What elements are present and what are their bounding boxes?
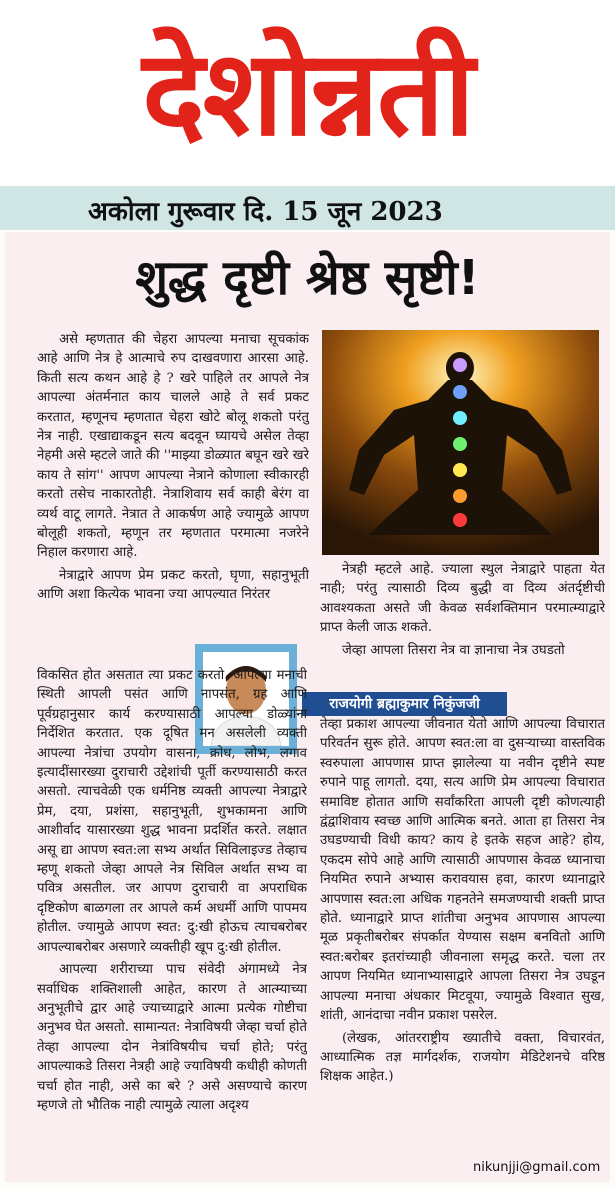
paragraph: विकसित होत असतात त्या प्रकट करतो. आपल्या मनाची स्थिती आपली पसंत आणि नापसंत, ग्रह आणि पूर्वग्रहानुसार कार्य करण्यासाठी आपल्या डोळ्यांना निर्देशित करतात. एक दूषित मन असलेली व्यक्ती आपल्या नेत्रांचा उपयोग वासना, क्रोध, लोभ, लगाव इत्यादींसारख्या दुराचारी उद्देशांची पूर्ती करण्यासाठी करत असतो. त्याचवेळी एक धर्मनिष्ठ व्यक्ती आपल्या नेत्राद्वारे प्रेम, दया, प्रशंसा, सहानुभूती, शुभकामना आणि आशीर्वाद यासारख्या शुद्ध भावना प्रदर्शित करते. लक्षात असू द्या आपण स्वत:ला सभ्य अर्थात सिविलाइज्ड तेव्हाच म्हणू शकतो जेव्हा आपले नेत्र सिविल अर्थात सभ्य वा पवित्र असतील. जर आपण दुराचारी वा अपराधिक दृष्टिकोण बाळगला तर आपले कर्म अधर्मी आणि पापमय होतील. ज्यामुळे आपण स्वत: दु:खी होऊच त्याचबरोबर आपल्याबरोबर असणारे व्यक्तीही खूप दु:खी होतील.	[37, 668, 307, 955]
body-column-right-bottom	[320, 715, 605, 1090]
author-credit: (लेखक, आंतरराष्ट्रीय ख्यातीचे वक्ता, विचारवंत, आध्यात्मिक तज्ञ मार्गदर्शक, राजयोग मेडिटेशनचे वरिष्ठ शिक्षक आहेत.)	[320, 1030, 605, 1085]
paragraph: आपल्या शरीराच्या पाच संवेदी अंगामध्ये नेत्र सर्वाधिक शक्तिशाली आहेत, कारण ते आत्म्याच्या अनुभूतीचे द्वार आहे ज्याच्याद्वारे आत्मा प्रत्येक गोष्टीचा अनुभव घेत असतो. सामान्यत: नेत्राविषयी जेव्हा चर्चा होते तेव्हा आपल्या दोन नेत्रांविषयीच चर्चा होते; परंतु आपल्याकडे तिसरा नेत्रही आहे ज्याविषयी कधीही कोणती चर्चा होत नाही, असे का बरे ? असे असण्याचे कारण म्हणजे तो भौतिक नाही त्यामुळे त्याला अदृश्य	[37, 962, 307, 1113]
author-email: nikunjji@gmail.com	[473, 1160, 601, 1175]
dateline: अकोला गुरूवार दि. 15 जून 2023	[88, 197, 443, 227]
dateline-band	[0, 186, 615, 230]
paragraph: जेव्हा आपला तिसरा नेत्र वा ज्ञानाचा नेत्र उघडतो	[342, 642, 565, 658]
headline: शुद्ध दृष्टी श्रेष्ठ सृष्टी!	[135, 250, 480, 306]
masthead	[0, 0, 615, 185]
body-column-right-top	[320, 560, 605, 663]
author-name: राजयोगी ब्रह्माकुमार निकुंजजी	[302, 692, 507, 716]
paragraph: तेव्हा प्रकाश आपल्या जीवनात येतो आणि आपल्या विचारात परिवर्तन सुरू होते. आपण स्वत:ला वा दुसऱ्याच्या वास्तविक स्वरुपाला आपणास प्राप्त झालेल्या या नवीन दृष्टीने स्पष्ट रुपाने पाहू लागतो. दया, सत्य आणि प्रेम आपल्या विचारात समाविष्ट होतात आणि सर्वांकरिता आपली दृष्टी कोणत्याही द्वंद्वाशिवाय स्वच्छ आणि आत्मिक बनते. आता हा तिसरा नेत्र उघडण्याची विधी काय? काय हे इतके सहज आहे? होय, एकदम सोपे आहे आणि त्यासाठी आपणास केवळ ध्यानाचा नियमित रुपाने अभ्यास करावयास हवा, कारण ध्यानाद्वारे आपणास स्वत:ला अधिक गहनतेने समजण्याची शक्ती प्राप्त होते. ध्यानाद्वारे प्राप्त शांतीचा अनुभव आपणास आपल्या मूळ प्रकृतीबरोबर संपर्कात येण्यास सक्षम बनवितो आणि स्वत:बरोबर इतरांच्याही जीवनाला समृद्ध करते. चला तर आपण नियमित ध्यानाभ्यासाद्वारे आपला तिसरा नेत्र उघडून आपल्या मनाचा अंधकार मिटवूया, ज्यामुळे विश्वात सुख, शांती, आनंदाचा नवीन प्रकाश पसरेल.	[320, 717, 605, 1024]
article	[5, 232, 610, 1182]
body-column-left-top	[37, 330, 309, 608]
newspaper-logo: देशोन्नती	[142, 24, 473, 162]
meditation-photo	[322, 330, 599, 555]
paragraph: नेत्रही म्हटले आहे. ज्याला स्थुल नेत्राद्वारे पाहता येत नाही; परंतु त्यासाठी दिव्य बुद्धी वा दिव्य अंतर्दृष्टीची आवश्यकता असते जी केवळ सर्वशक्तिमान परमात्म्याद्वारे प्राप्त केली जाऊ शकते.	[320, 562, 605, 636]
paragraph: नेत्राद्वारे आपण प्रेम प्रकट करतो, घृणा, सहानुभूती आणि अशा कित्येक भावना ज्या आपल्यात निरंतर	[37, 567, 309, 603]
paragraph: असे म्हणतात की चेहरा आपल्या मनाचा सूचकांक आहे आणि नेत्र हे आत्माचे रुप दाखवणारा आरसा आहे. किती सत्य कथन आहे हे ? खरे पाहिले तर आपले नेत्र आपल्या अंतर्मनात काय चालले आहे ते सर्व प्रकट करतात, म्हणूनच म्हणतात चेहरा खोटे बोलू शकतो परंतु नेत्र नाही. एखाद्याकडून सत्य बदवून घ्यायचे असेल तेव्हा नेहमी असे म्हटले जाते की ''माझ्या डोळ्यात बघून खरे खरे काय ते सांग'' आपण आपल्या नेत्राने कोणाला स्वीकारही करतो तसेच नाकारतोही. नेत्राशिवाय सर्व काही बेरंग वा व्यर्थ वाटू लागते. नेत्रात ते आकर्षण आहे ज्यामुळे आपण बोलूही शकतो, म्हणून तर म्हणतात परमात्मा नजरेने निहाल करणारा आहे.	[37, 332, 309, 561]
body-column-left-bottom	[37, 666, 307, 1118]
